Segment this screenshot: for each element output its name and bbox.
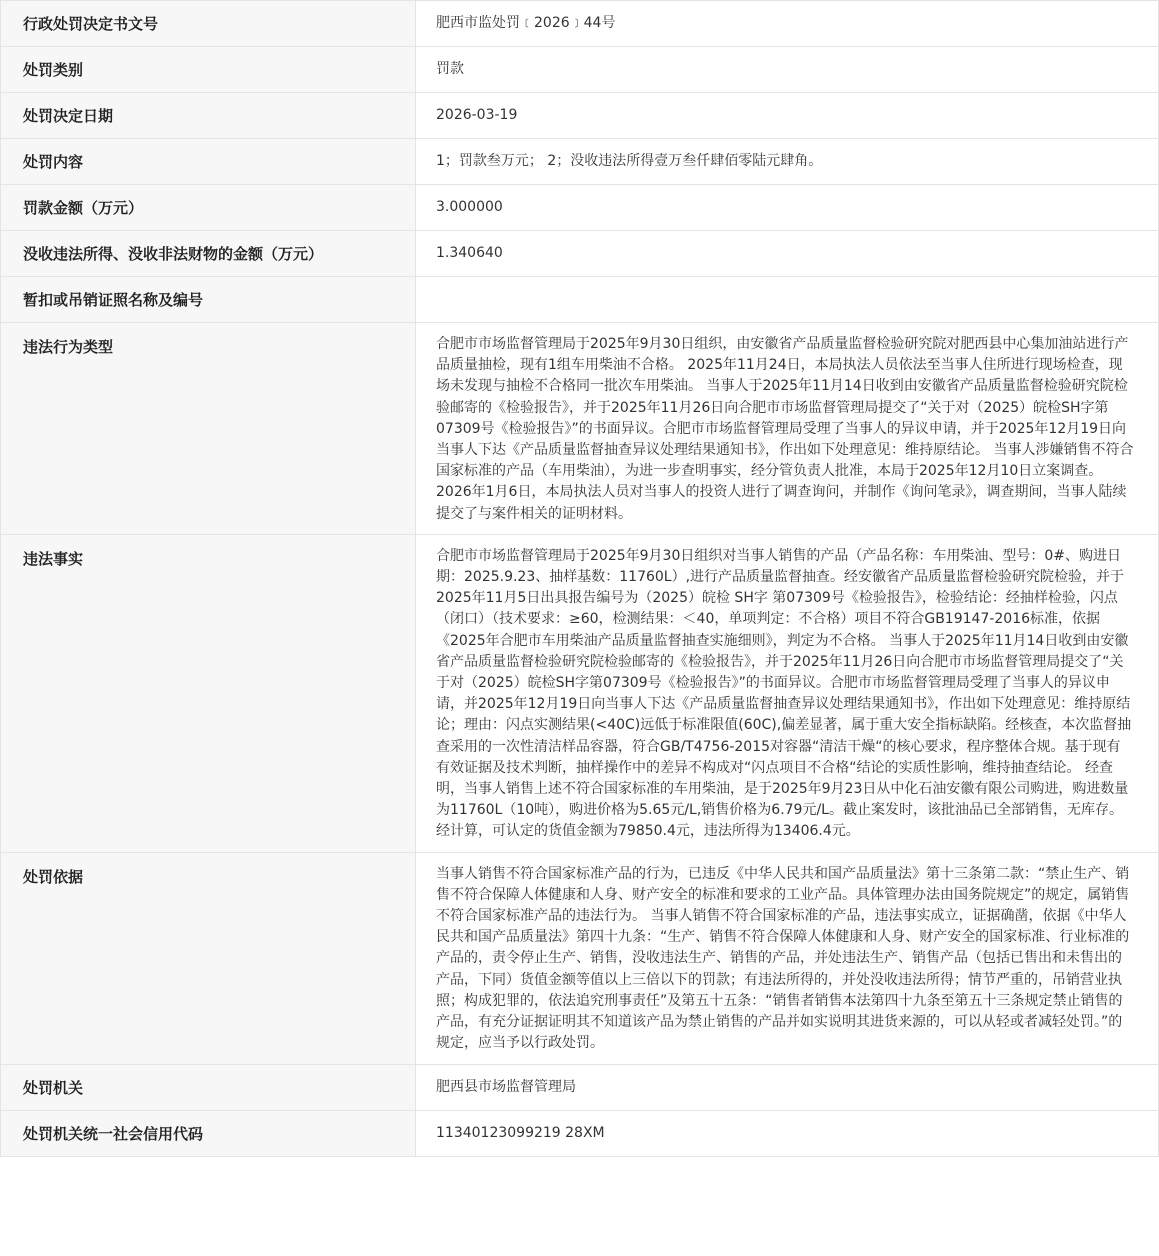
value-license-suspension: [416, 277, 1159, 323]
label-authority: 处罚机关: [1, 1064, 416, 1110]
row-fine-amount: [1, 185, 1159, 231]
value-decision-date: 2026-03-19: [416, 93, 1159, 139]
row-violation-type: [1, 323, 1159, 535]
label-authority-credit-code: 处罚机关统一社会信用代码: [1, 1110, 416, 1156]
label-violation-type: 违法行为类型: [1, 323, 416, 535]
row-violation-facts: [1, 534, 1159, 852]
value-fine-amount: 3.000000: [416, 185, 1159, 231]
value-penalty-basis: 当事人销售不符合国家标准产品的行为，已违反《中华人民共和国产品质量法》第十三条第二款：“禁止生产、销售不符合保障人体健康和人身、财产安全的标准和要求的工业产品。具体管理办法由国务院规定”的规定，属销售不符合国家标准产品的违法行为。 当事人销售不符合国家标准的产品，违法事实成立，证据确凿，依据《中华人民共和国产品质量法》第四十九条：“生产、销售不符合保障人体健康和人身、财产安全的国家标准、行业标准的产品的，责令停止生产、销售，没收违法生产、销售的产品，并处违法生产、销售产品（包括已售出和未售出的产品，下同）货值金额等值以上三倍以下的罚款；有违法所得的，并处没收违法所得；情节严重的，吊销营业执照；构成犯罪的，依法追究刑事责任”及第五十五条：“销售者销售本法第四十九条至第五十三条规定禁止销售的产品，有充分证据证明其不知道该产品为禁止销售的产品并如实说明其进货来源的，可以从轻或者减轻处罚。”的规定，应当予以行政处罚。: [416, 852, 1159, 1064]
value-violation-type: 合肥市市场监督管理局于2025年9月30日组织，由安徽省产品质量监督检验研究院对肥西县中心集加油站进行产品质量抽检，现有1组车用柴油不合格。 2025年11月24日，本局执法人员依法至当事人住所进行现场检查，现场未发现与抽检不合格同一批次车用柴油。 当事人于2025年11月14日收到由安徽省产品质量监督检验研究院检验邮寄的《检验报告》，并于2025年11月26日向合肥市市场监督管理局提交了“关于对（2025）皖检SH字第07309号《检验报告》”的书面异议。合肥市市场监督管理局受理了当事人的异议申请，并于2025年12月19日向当事人下达《产品质量监督抽查异议处理结果通知书》，作出如下处理意见：维持原结论。 当事人涉嫌销售不符合国家标准的产品（车用柴油），为进一步查明事实，经分管负责人批准，本局于2025年12月10日立案调查。 2026年1月6日，本局执法人员对当事人的投资人进行了调查询问，并制作《询问笔录》，调查期间，当事人陆续提交了与案件相关的证明材料。: [416, 323, 1159, 535]
value-decision-no: 肥西市监处罚﹝2026﹞44号: [416, 1, 1159, 47]
row-authority-credit-code: [1, 1110, 1159, 1156]
value-authority-credit-code: 11340123099219 28XM: [416, 1110, 1159, 1156]
label-confiscation-amount: 没收违法所得、没收非法财物的金额（万元）: [1, 231, 416, 277]
label-fine-amount: 罚款金额（万元）: [1, 185, 416, 231]
row-authority: [1, 1064, 1159, 1110]
row-decision-date: [1, 93, 1159, 139]
label-violation-facts: 违法事实: [1, 534, 416, 852]
label-content: 处罚内容: [1, 139, 416, 185]
row-category: [1, 47, 1159, 93]
label-license-suspension: 暂扣或吊销证照名称及编号: [1, 277, 416, 323]
row-penalty-basis: [1, 852, 1159, 1064]
row-content: [1, 139, 1159, 185]
value-content: 1；罚款叁万元； 2；没收违法所得壹万叁仟肆佰零陆元肆角。: [416, 139, 1159, 185]
label-penalty-basis: 处罚依据: [1, 852, 416, 1064]
value-confiscation-amount: 1.340640: [416, 231, 1159, 277]
label-category: 处罚类别: [1, 47, 416, 93]
row-decision-no: [1, 1, 1159, 47]
value-category: 罚款: [416, 47, 1159, 93]
value-violation-facts: 合肥市市场监督管理局于2025年9月30日组织对当事人销售的产品（产品名称：车用柴油、型号：0#、购进日期：2025.9.23、抽样基数：11760L）,进行产品质量监督抽查。经安徽省产品质量监督检验研究院检验，并于2025年11月5日出具报告编号为（2025）皖检 SH字 第07309号《检验报告》，检验结论：经抽样检验，闪点（闭口）（技术要求：≥60，检测结果：＜40，单项判定：不合格）项目不符合GB19147-2016标准，依据《2025年合肥市车用柴油产品质量监督抽查实施细则》，判定为不合格。 当事人于2025年11月14日收到由安徽省产品质量监督检验研究院检验邮寄的《检验报告》，并于2025年11月26日向合肥市市场监督管理局提交了“关于对（2025）皖检SH字第07309号《检验报告》”的书面异议。合肥市市场监督管理局受理了当事人的异议申请，并2025年12月19日向当事人下达《产品质量监督抽查异议处理结果通知书》，作出如下处理意见：维持原结论；理由：闪点实测结果(<40C)远低于标准限值(60C),偏差显著，属于重大安全指标缺陷。经核查，本次监督抽查采用的一次性清洁样品容器，符合GB/T4756-2015对容器“清洁干燥“的核心要求，程序整体合规。基于现有有效证据及技术判断，抽样操作中的差异不构成对“闪点项目不合格“结论的实质性影响，维持抽查结论。 经查明，当事人销售上述不符合国家标准的车用柴油，是于2025年9月23日从中化石油安徽有限公司购进，购进数量为11760L（10吨），购进价格为5.65元/L,销售价格为6.79元/L。截止案发时，该批油品已全部销售，无库存。经计算，可认定的货值金额为79850.4元，违法所得为13406.4元。: [416, 534, 1159, 852]
value-authority: 肥西县市场监督管理局: [416, 1064, 1159, 1110]
label-decision-no: 行政处罚决定书文号: [1, 1, 416, 47]
row-license-suspension: [1, 277, 1159, 323]
label-decision-date: 处罚决定日期: [1, 93, 416, 139]
row-confiscation-amount: [1, 231, 1159, 277]
